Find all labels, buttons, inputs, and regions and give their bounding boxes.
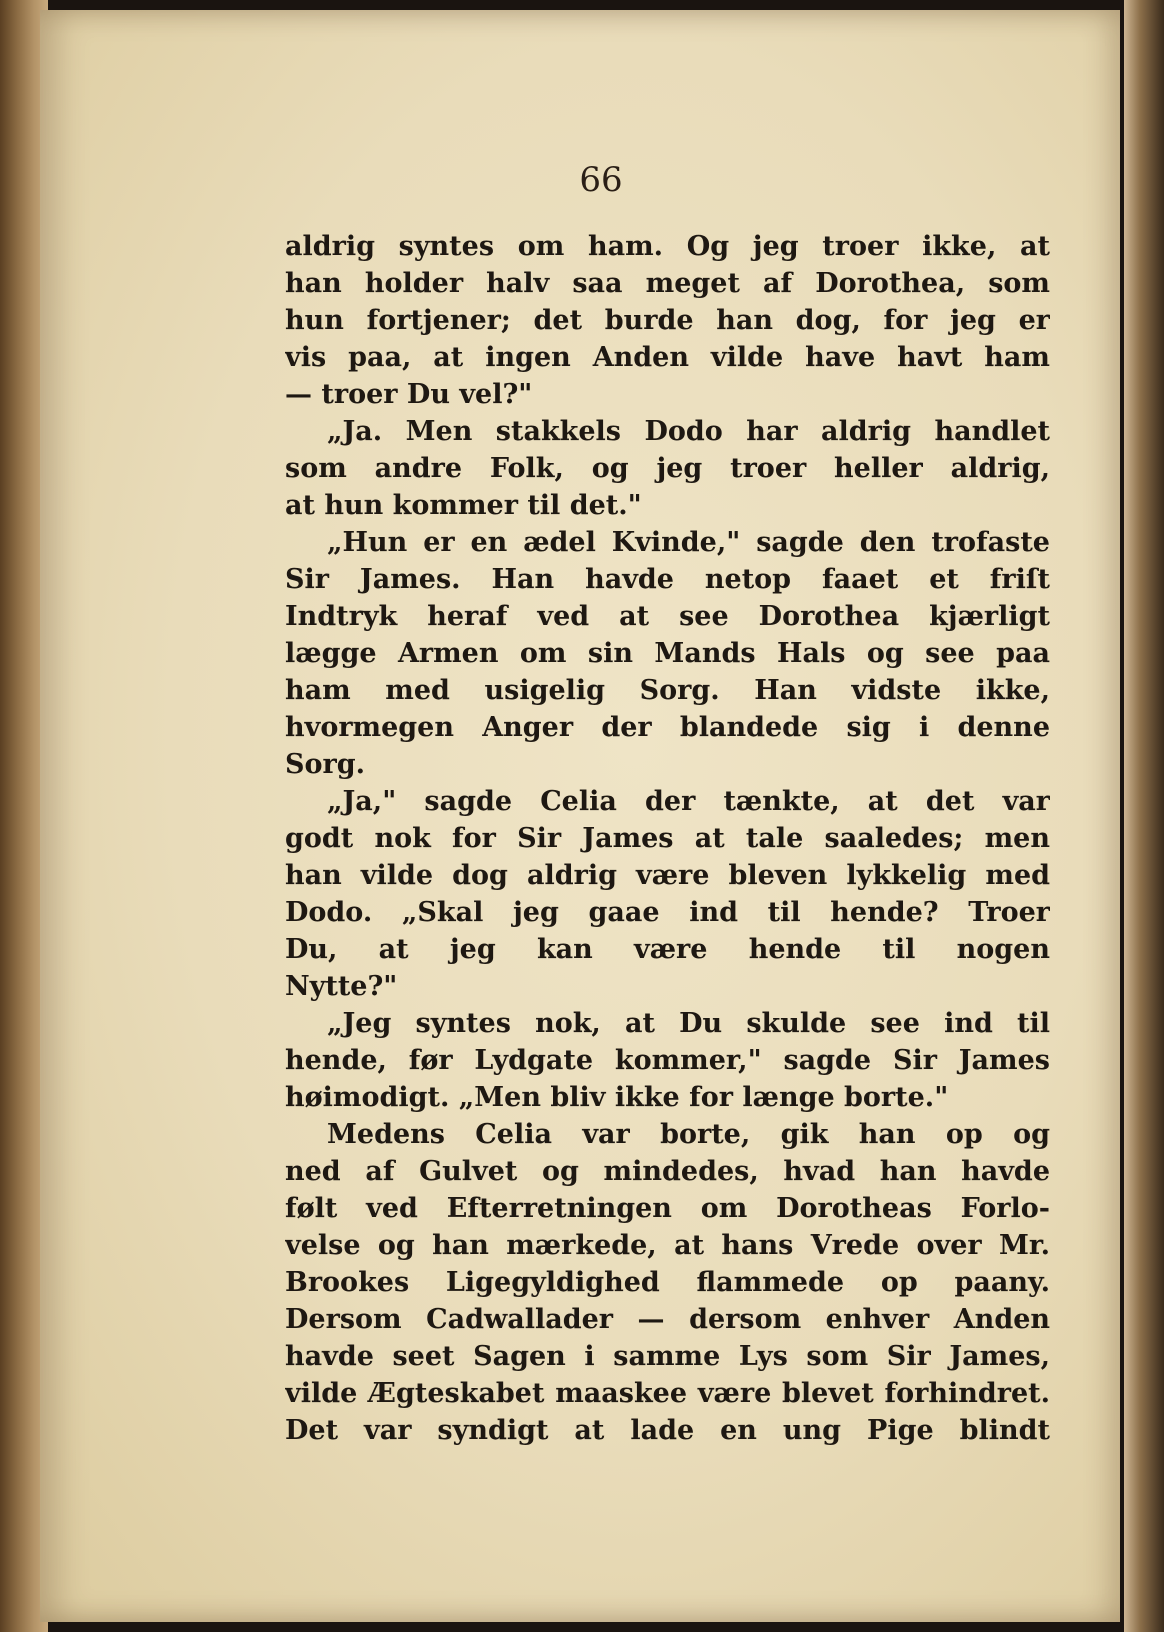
text-line: aldrig syntes om ham. Og jeg troer ikke, at bbox=[285, 231, 1050, 262]
text-line: — troer Du vel?" bbox=[285, 379, 533, 410]
text-line: hende, før Lydgate kommer," sagde Sir James bbox=[285, 1045, 1050, 1076]
text-line: vilde Ægteskabet maaskee være blevet forhindret. bbox=[285, 1378, 1050, 1409]
text-line: Dersom Cadwallader — dersom enhver Anden bbox=[285, 1304, 1050, 1335]
text-line: han vilde dog aldrig være bleven lykkelig med bbox=[285, 860, 1050, 891]
body-text bbox=[285, 228, 1050, 1449]
text-line: vis paa, at ingen Anden vilde have havt ham bbox=[285, 342, 1050, 373]
text-line: ham med usigelig Sorg. Han vidste ikke, bbox=[285, 675, 1050, 706]
text-line: „Jeg syntes nok, at Du skulde see ind til bbox=[327, 1008, 1050, 1039]
text-line: at hun kommer til det." bbox=[285, 490, 642, 521]
book-edge-right bbox=[1124, 0, 1164, 1632]
text-line: høimodigt. „Men bliv ikke for længe borte." bbox=[285, 1082, 949, 1113]
text-line: „Ja," sagde Celia der tænkte, at det var bbox=[327, 786, 1050, 817]
text-line: Brookes Ligegyldighed flammede op paany. bbox=[285, 1267, 1050, 1298]
text-line: hvormegen Anger der blandede sig i denne bbox=[285, 712, 1050, 743]
text-line: Medens Celia var borte, gik han op og bbox=[327, 1119, 1050, 1150]
text-line: Sir James. Han havde netop faaet et friſt bbox=[285, 564, 1050, 595]
text-line: „Hun er en ædel Kvinde," sagde den trofaste bbox=[327, 527, 1050, 558]
text-line: han holder halv saa meget af Dorothea, som bbox=[285, 268, 1050, 299]
text-line: ned af Gulvet og mindedes, hvad han havde bbox=[285, 1156, 1050, 1187]
text-line: hun fortjener; det burde han dog, for jeg er bbox=[285, 305, 1050, 336]
text-line: velse og han mærkede, at hans Vrede over Mr. bbox=[285, 1230, 1050, 1261]
text-line: „Ja. Men stakkels Dodo har aldrig handlet bbox=[327, 416, 1050, 447]
text-line: Du, at jeg kan være hende til nogen bbox=[285, 934, 1050, 965]
text-line: Det var syndigt at lade en ung Pige blindt bbox=[285, 1415, 1050, 1446]
text-line: havde seet Sagen i samme Lys som Sir James, bbox=[285, 1341, 1050, 1372]
text-line: følt ved Efterretningen om Dorotheas Forlo- bbox=[285, 1193, 1050, 1224]
text-line: lægge Armen om sin Mands Hals og see paa bbox=[285, 638, 1050, 669]
text-line: godt nok for Sir James at tale saaledes; men bbox=[285, 823, 1050, 854]
text-line: Nytte?" bbox=[285, 971, 398, 1002]
book-page bbox=[40, 10, 1120, 1622]
text-line: Sorg. bbox=[285, 749, 366, 780]
text-line: som andre Folk, og jeg troer heller aldrig, bbox=[285, 453, 1050, 484]
text-line: Dodo. „Skal jeg gaae ind til hende? Troer bbox=[285, 897, 1050, 928]
page-number: 66 bbox=[579, 160, 623, 200]
text-line: Indtryk heraf ved at see Dorothea kjærligt bbox=[285, 601, 1050, 632]
